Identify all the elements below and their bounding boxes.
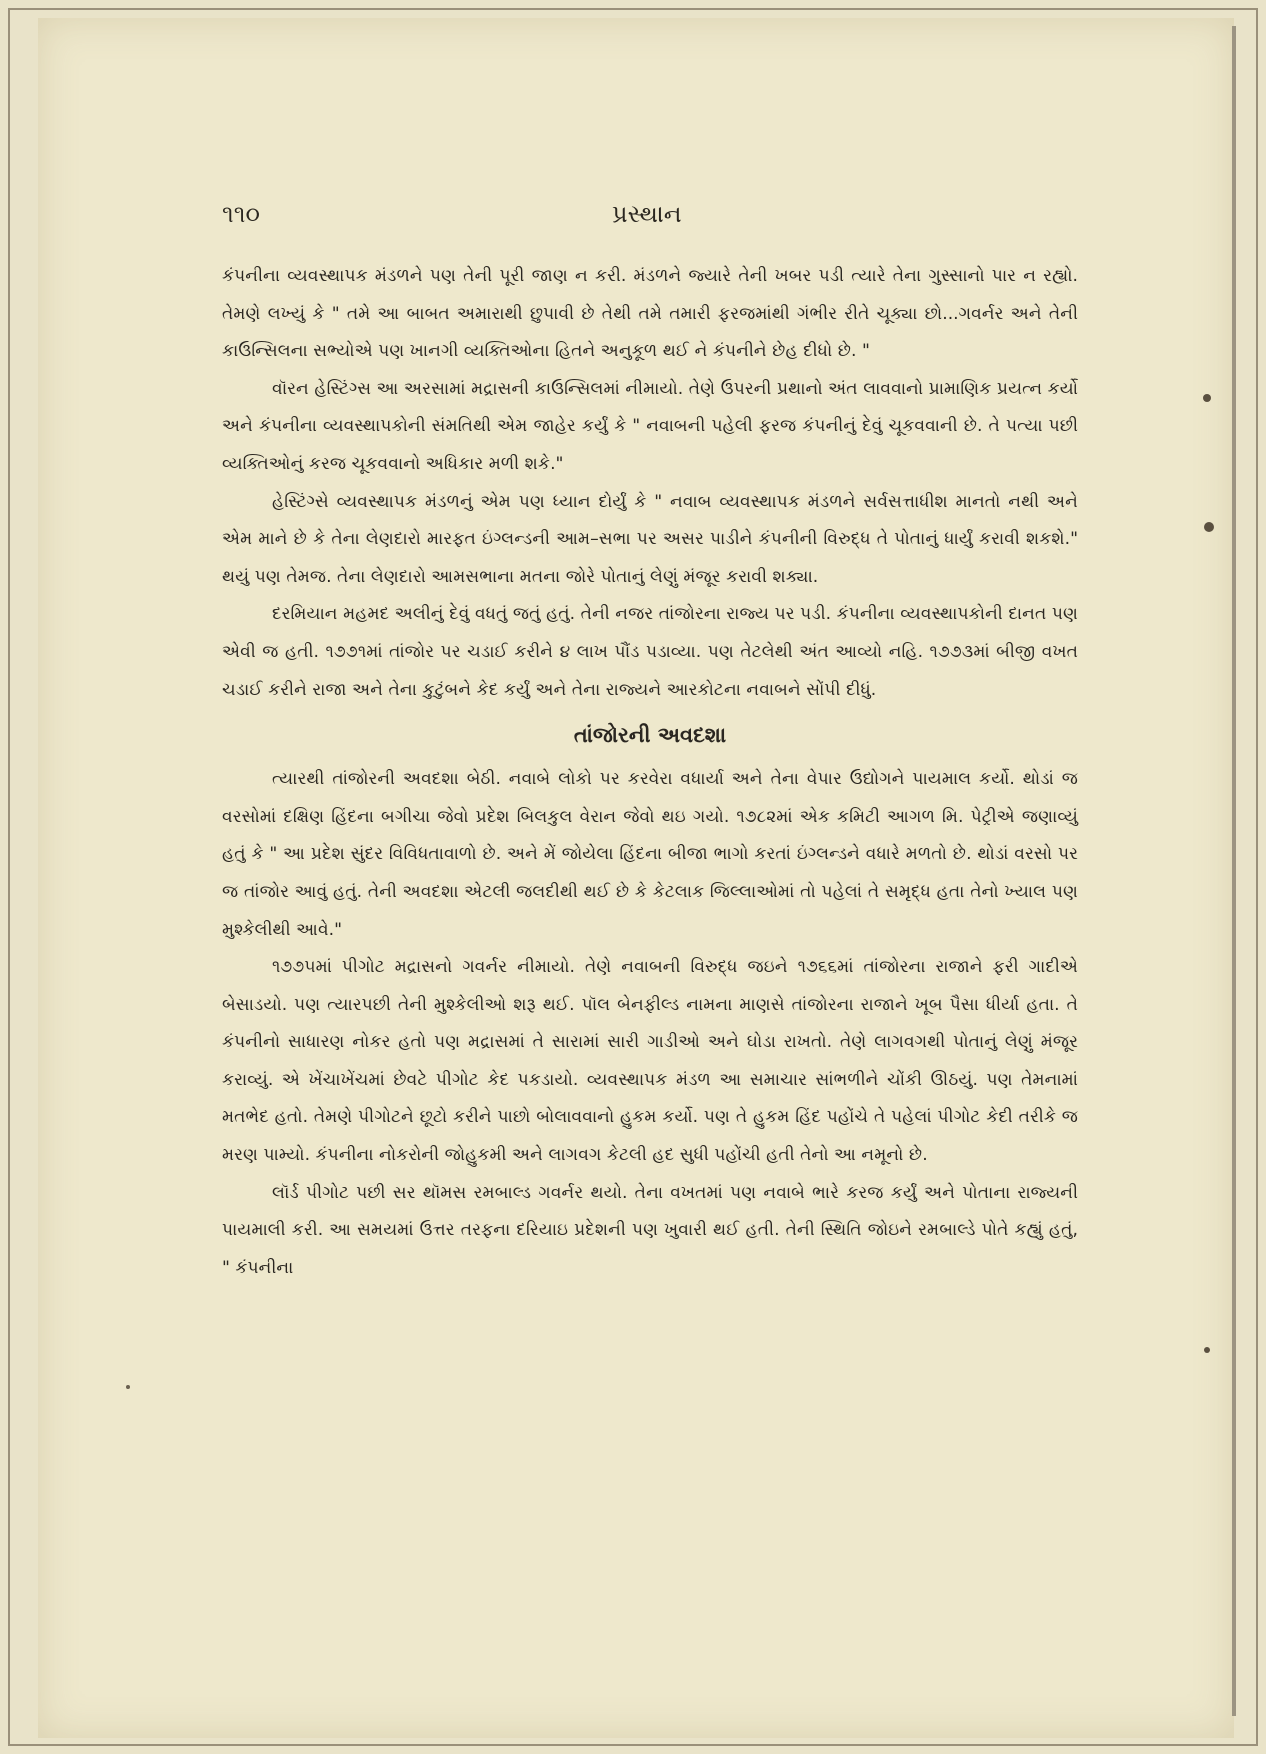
paragraph: કંપનીના વ્યવસ્થાપક મંડળને પણ તેની પૂરી જાણ ન કરી. મંડળને જ્યારે તેની ખબર પડી ત્યારે તેના ગુસ્સાનો પાર ન રહ્યો. તેમણે લખ્યું કે " તમે આ બાબત અમારાથી છુપાવી છે તેથી તમે તમારી ફરજમાંથી ગંભીર રીતે ચૂક્યા છો...ગવર્નર અને તેની કાઉન્સિલના સભ્યોએ પણ ખાનગી વ્યક્તિઓના હિતને અનુકૂળ થઈ ને કંપનીને છેહ દીધો છે. " (222, 266, 1078, 362)
paragraph: ૧૭૭૫માં પીગોટ મદ્રાસનો ગવર્નર નીમાયો. તેણે નવાબની વિરુદ્ધ જઇને ૧૭૬૬માં તાંજોરના રાજાને ફરી ગાદીએ બેસાડયો. પણ ત્યારપછી તેની મુશ્કેલીઓ શરૂ થઈ. પૉલ બેનફીલ્ડ નામના માણસે તાંજોરના રાજાને ખૂબ પૈસા ધીર્યા હતા. તે કંપનીનો સાધારણ નોકર હતો પણ મદ્રાસમાં તે સારામાં સારી ગાડીઓ અને ઘોડા રાખતો. તેણે લાગવગથી પોતાનું લેણું મંજૂર કરાવ્યું. એ ખેંચાખેંચમાં છેવટે પીગોટ કેદ પકડાયો. વ્યવસ્થાપક મંડળ આ સમાચાર સાંભળીને ચોંકી ઊઠયું. પણ તેમનામાં મતભેદ હતો. તેમણે પીગોટને છૂટો કરીને પાછો બોલાવવાનો હુકમ કર્યો. પણ તે હુકમ હિંદ પહોંચે તે પહેલાં પીગોટ કેદી તરીકે જ મરણ પામ્યો. કંપનીના નોકરોની જોહુકમી અને લાગવગ કેટલી હદ સુધી પહોંચી હતી તેનો આ નમૂનો છે. (222, 957, 1078, 1166)
speck (1204, 1347, 1210, 1353)
page-body (222, 258, 1078, 1287)
paragraph: દરમિયાન મહમદ અલીનું દેવું વધતું જતું હતું. તેની નજર તાંજોરના રાજ્ય પર પડી. કંપનીના વ્યવસ્થાપકોની દાનત પણ એવી જ હતી. ૧૭૭૧માં તાંજોર પર ચડાઈ કરીને ૪ લાખ પૌંડ પડાવ્યા. પણ તેટલેથી અંત આવ્યો નહિ. ૧૭૭૩માં બીજી વખત ચડાઈ કરીને રાજા અને તેના કુટુંબને કેદ કર્યું અને તેના રાજ્યને આરકોટના નવાબને સોંપી દીધું. (222, 604, 1078, 700)
page-header (222, 200, 1082, 234)
speck (126, 1385, 130, 1389)
paragraph: વૉરન હેસ્ટિંગ્સ આ અરસામાં મદ્રાસની કાઉન્સિલમાં નીમાયો. તેણે ઉપરની પ્રથાનો અંત લાવવાનો પ્રામાણિક પ્રયત્ન કર્યો અને કંપનીના વ્યવસ્થાપકોની સંમતિથી એમ જાહેર કર્યું કે " નવાબની પહેલી ફરજ કંપનીનું દેવું ચૂકવવાની છે. તે પત્યા પછી વ્યક્તિઓનું કરજ ચૂકવવાનો અધિકાર મળી શકે." (222, 378, 1078, 474)
page-number: ૧૧૦ (222, 200, 260, 228)
speck (1203, 394, 1211, 402)
speck (1204, 522, 1214, 532)
running-title: પ્રસ્થાન (612, 200, 682, 228)
paragraph: હેસ્ટિંગ્સે વ્યવસ્થાપક મંડળનું એમ પણ ધ્યાન દોર્યું કે " નવાબ વ્યવસ્થાપક મંડળને સર્વસત્તાધીશ માનતો નથી અને એમ માને છે કે તેના લેણદારો મારફત ઇંગ્લન્ડની આમ–સભા પર અસર પાડીને કંપનીની વિરુદ્ધ તે પોતાનું ધાર્યું કરાવી શકશે." થયું પણ તેમજ. તેના લેણદારો આમસભાના મતના જોરે પોતાનું લેણું મંજૂર કરાવી શક્યા. (222, 491, 1078, 587)
paragraph: ત્યારથી તાંજોરની અવદશા બેઠી. નવાબે લોકો પર કરવેરા વધાર્યા અને તેના વેપાર ઉદ્યોગને પાયમાલ કર્યો. થોડાં જ વરસોમાં દક્ષિણ હિંદના બગીચા જેવો પ્રદેશ બિલકુલ વેરાન જેવો થઇ ગયો. ૧૭૮૨માં એક કમિટી આગળ મિ. પેટ્રીએ જણાવ્યું હતું કે " આ પ્રદેશ સુંદર વિવિધતાવાળો છે. અને મેં જોયેલા હિંદના બીજા ભાગો કરતાં ઇંગ્લન્ડને વધારે મળતો છે. થોડાં વરસો પર જ તાંજોર આવું હતું. તેની અવદશા એટલી જલદીથી થઈ છે કે કેટલાક જિલ્લાઓમાં તો પહેલાં તે સમૃદ્ધ હતા તેનો ખ્યાલ પણ મુશ્કેલીથી આવે." (222, 769, 1078, 940)
section-heading: તાંજોરની અવદશા (573, 723, 727, 748)
paragraph: લૉર્ડ પીગોટ પછી સર થૉમસ રમબાલ્ડ ગવર્નર થયો. તેના વખતમાં પણ નવાબે ભારે કરજ કર્યું અને પોતાના રાજ્યની પાયમાલી કરી. આ સમયમાં ઉત્તર તરફના દરિયાઇ પ્રદેશની પણ ખુવારી થઈ હતી. તેની સ્થિતિ જોઇને રમબાલ્ડે પોતે કહ્યું હતું, " કંપનીના (222, 1182, 1078, 1278)
